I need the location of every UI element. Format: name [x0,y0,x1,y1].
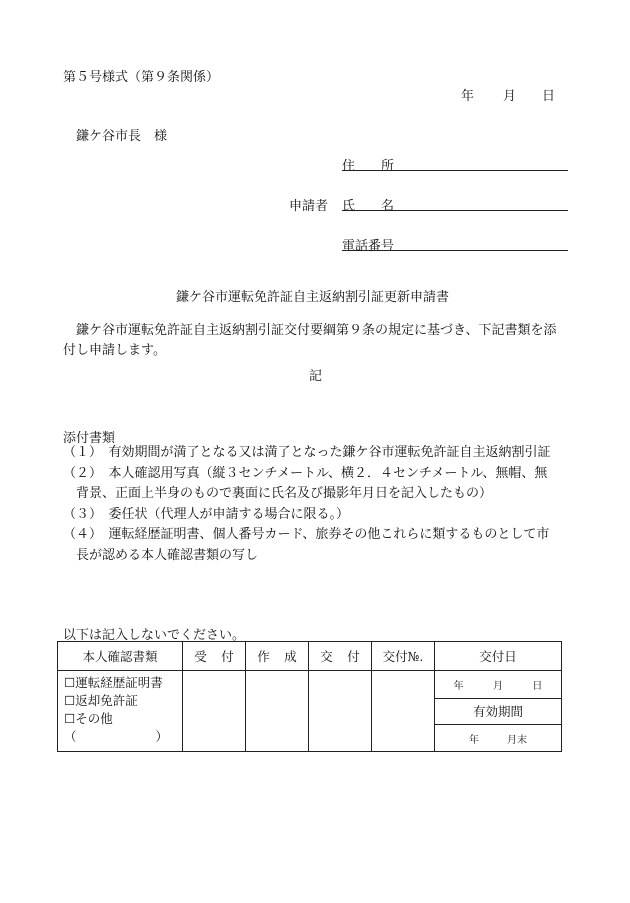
doc-option-other-detail[interactable]: （ ） [64,729,168,744]
office-table-body-row [58,671,562,752]
received-cell[interactable] [183,671,246,752]
body-line-2: 付し申請します。 [63,343,166,358]
id-docs-cell [58,671,183,752]
attachment-item-2-cont: 背景、正面上半身のもので裏面に氏名及び撮影年月日を記入したもの） [63,486,493,501]
attachment-item-4-cont: 長が認める本人確認書類の写し [63,547,259,563]
attachment-item-2: （２） 本人確認用写真（縦３センチメートル、横２．４センチメートル、無帽、無 [63,465,548,481]
attachment-item-4: （４） 運転経歴証明書、個人番号カード、旅券その他これらに類するものとして市 [63,527,550,542]
header-issued: 交 付 [309,642,372,671]
issue-no-cell[interactable] [372,671,435,752]
attachment-item-1: （１） 有効期間が満了となる又は満了となった鎌ケ谷市運転免許証自主返納割引証 [63,445,551,460]
phone-field-line[interactable] [342,250,568,251]
doc-option-returned-license[interactable]: ☐返却免許証 [64,693,138,708]
doc-option-other[interactable]: ☐その他 [64,711,113,726]
header-id-docs: 本人確認書類 [58,642,183,671]
addressee: 鎌ケ谷市長 様 [76,129,168,144]
created-cell[interactable] [246,671,309,752]
document-title: 鎌ケ谷市運転免許証自主返納割引証更新申請書 [176,290,450,305]
issue-date-entry[interactable]: 年 月 日 [435,671,561,699]
body-paragraph [63,321,556,361]
date-year-label: 年 [461,89,475,104]
attachments-list [63,443,551,566]
address-field-line[interactable] [342,170,568,171]
body-line-1: 鎌ケ谷市運転免許証自主返納割引証交付要綱第９条の規定に基づき、下記書類を添 [63,323,557,338]
validity-label: 有効期間 [435,699,561,725]
header-issue-no: 交付№. [372,642,435,671]
office-table-header-row [58,642,562,671]
header-issue-date: 交付日 [435,642,562,671]
date-month-label: 月 [503,89,517,104]
attachments-heading: 添付書類 [63,431,116,446]
doc-option-driving-record[interactable]: ☐運転経歴証明書 [64,675,163,690]
applicant-label: 申請者 [289,199,329,214]
name-label: 氏 名 [342,199,395,214]
name-field-line[interactable] [342,210,568,211]
ki-label: 記 [309,369,323,384]
address-label: 住 所 [342,159,395,174]
phone-label: 電話番号 [342,239,395,254]
issued-cell[interactable] [309,671,372,752]
issue-date-cell [435,671,562,752]
date-day-label: 日 [542,89,556,104]
office-use-table [57,641,562,752]
validity-entry[interactable]: 年 月末 [469,734,527,746]
form-number: 第５号様式（第９条関係） [63,70,220,85]
header-created: 作 成 [246,642,309,671]
header-received: 受 付 [183,642,246,671]
attachment-item-3: （３） 委任状（代理人が申請する場合に限る。） [63,506,350,522]
office-use-note: 以下は記入しないでください。 [63,628,246,643]
